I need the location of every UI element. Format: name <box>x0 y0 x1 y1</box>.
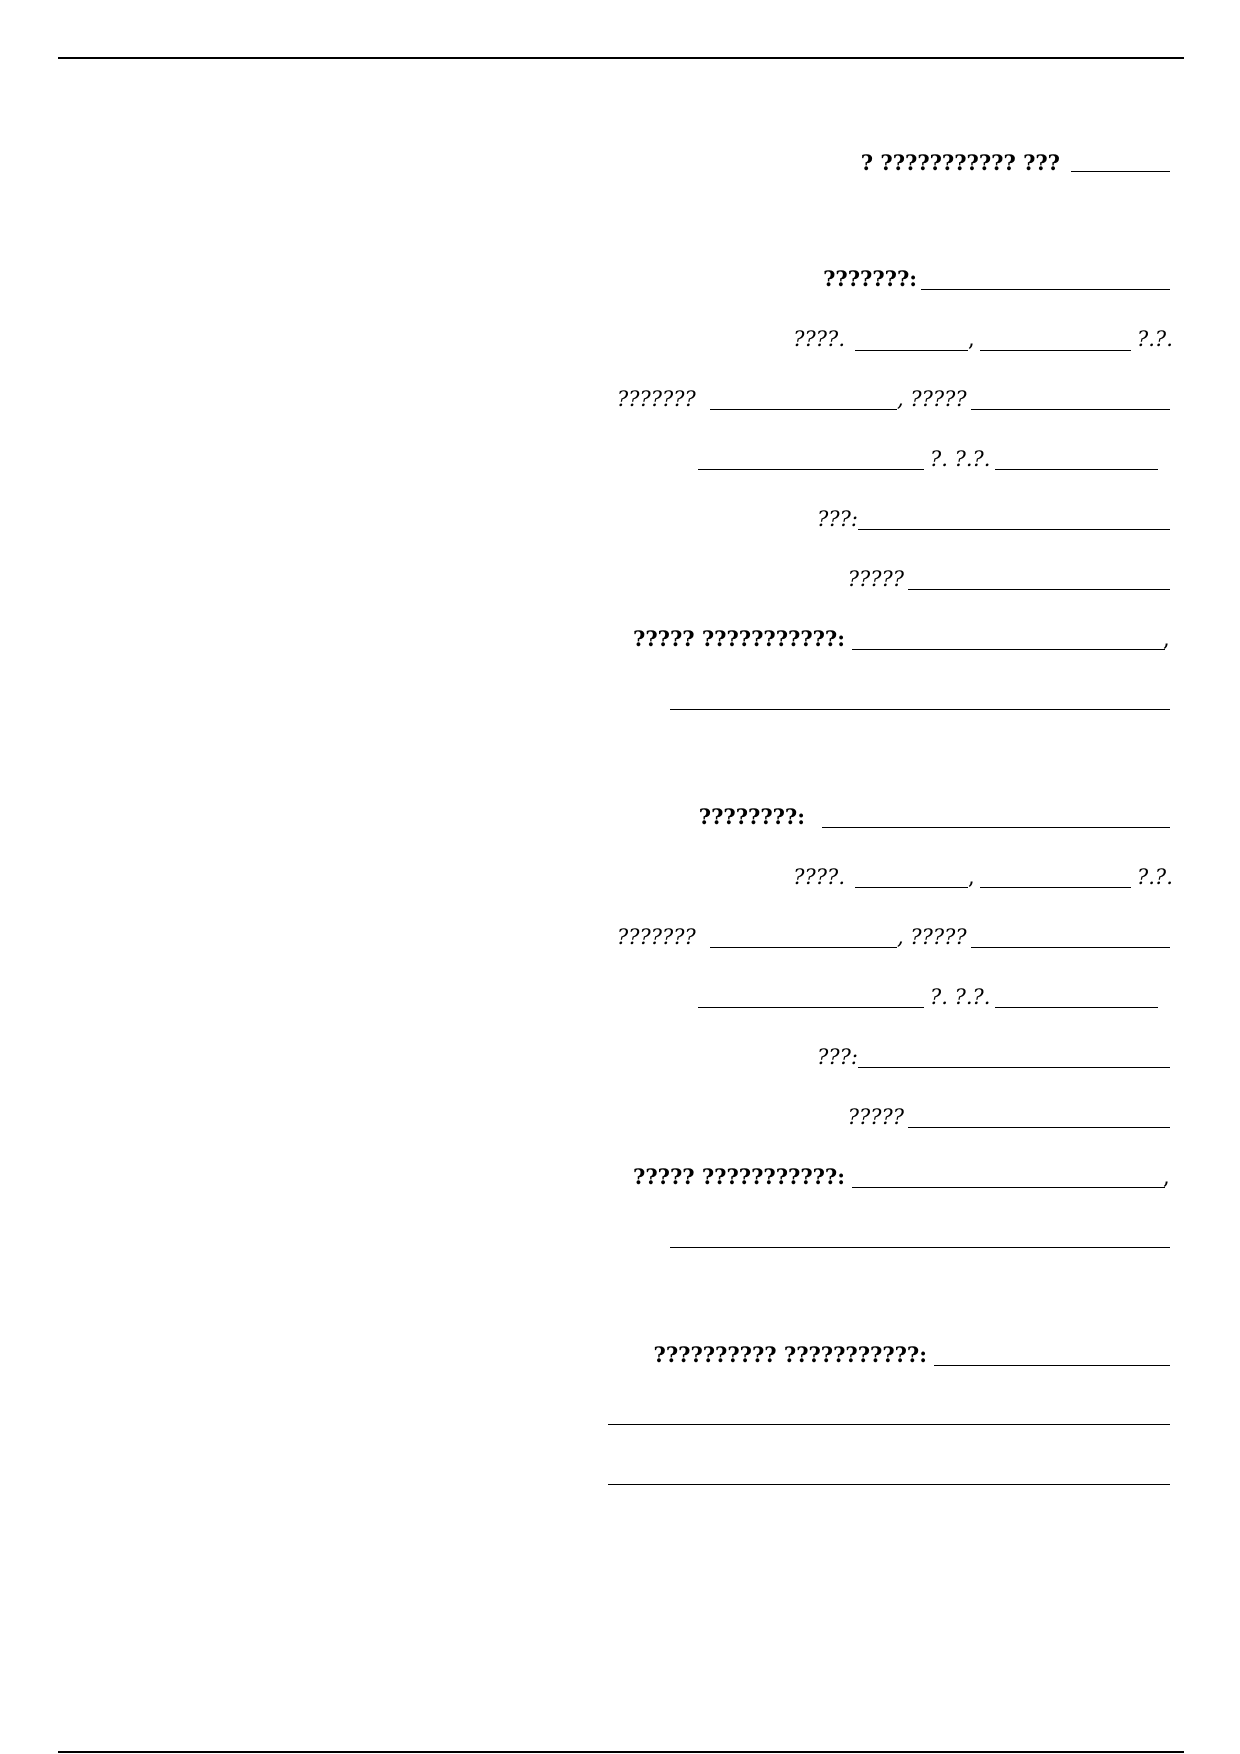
postal-label: ?. ?.?. <box>930 447 991 471</box>
sender-label: ????????: <box>698 804 805 829</box>
postal-field-2[interactable] <box>995 1007 1158 1008</box>
city-field[interactable] <box>698 469 924 470</box>
email-field-2[interactable] <box>908 1127 1170 1128</box>
bottom-rule <box>58 1751 1184 1753</box>
house-label: ????. <box>793 327 845 351</box>
phone-label: ???: <box>817 507 858 531</box>
subject-field[interactable] <box>934 1365 1170 1366</box>
email-label-2: ????? <box>847 1105 904 1129</box>
city-field-2[interactable] <box>698 1007 924 1008</box>
street-label: , ????? <box>897 387 967 411</box>
reference-label: ? ??????????? ??? <box>860 150 1060 175</box>
postal-field[interactable] <box>995 469 1158 470</box>
phone-field-2[interactable] <box>858 1067 1170 1068</box>
ref-continuation-field[interactable] <box>670 709 1170 710</box>
street-label-2: , ????? <box>897 925 967 949</box>
street-field[interactable] <box>971 409 1170 410</box>
street-field-2[interactable] <box>971 947 1170 948</box>
subject-line-3[interactable] <box>608 1484 1170 1485</box>
ref-label: ????? ???????????: <box>633 626 845 651</box>
house-detail-field[interactable] <box>980 350 1131 351</box>
phone-label-2: ???: <box>817 1045 858 1069</box>
house-detail-field-2[interactable] <box>980 887 1131 888</box>
house-suffix-label: ?.?. <box>1137 327 1173 351</box>
recipient-field[interactable] <box>921 289 1170 290</box>
district-label-2: ??????? <box>617 925 696 949</box>
house-number-field[interactable] <box>855 350 968 351</box>
ref-field-2[interactable] <box>852 1187 1165 1188</box>
postal-label-2: ?. ?.?. <box>930 985 991 1009</box>
house-number-field-2[interactable] <box>855 887 968 888</box>
ref-comma-2: , <box>1163 1165 1170 1189</box>
email-field[interactable] <box>908 589 1170 590</box>
top-rule <box>58 57 1184 59</box>
subject-line-2[interactable] <box>608 1424 1170 1425</box>
house-label-2: ????. <box>793 865 845 889</box>
district-label: ??????? <box>617 387 696 411</box>
recipient-label: ???????: <box>823 266 917 291</box>
ref-field[interactable] <box>852 649 1165 650</box>
district-field-2[interactable] <box>710 947 897 948</box>
email-label: ????? <box>847 567 904 591</box>
district-field[interactable] <box>710 409 897 410</box>
ref-continuation-field-2[interactable] <box>670 1247 1170 1248</box>
ref-comma: , <box>1163 627 1170 651</box>
house-comma: , <box>968 327 975 351</box>
subject-label: ?????????? ???????????: <box>653 1342 927 1367</box>
house-suffix-label-2: ?.?. <box>1137 865 1173 889</box>
reference-field[interactable] <box>1071 171 1170 172</box>
house-comma-2: , <box>968 865 975 889</box>
phone-field[interactable] <box>858 529 1170 530</box>
sender-field[interactable] <box>822 827 1170 828</box>
ref-label-2: ????? ???????????: <box>633 1164 845 1189</box>
